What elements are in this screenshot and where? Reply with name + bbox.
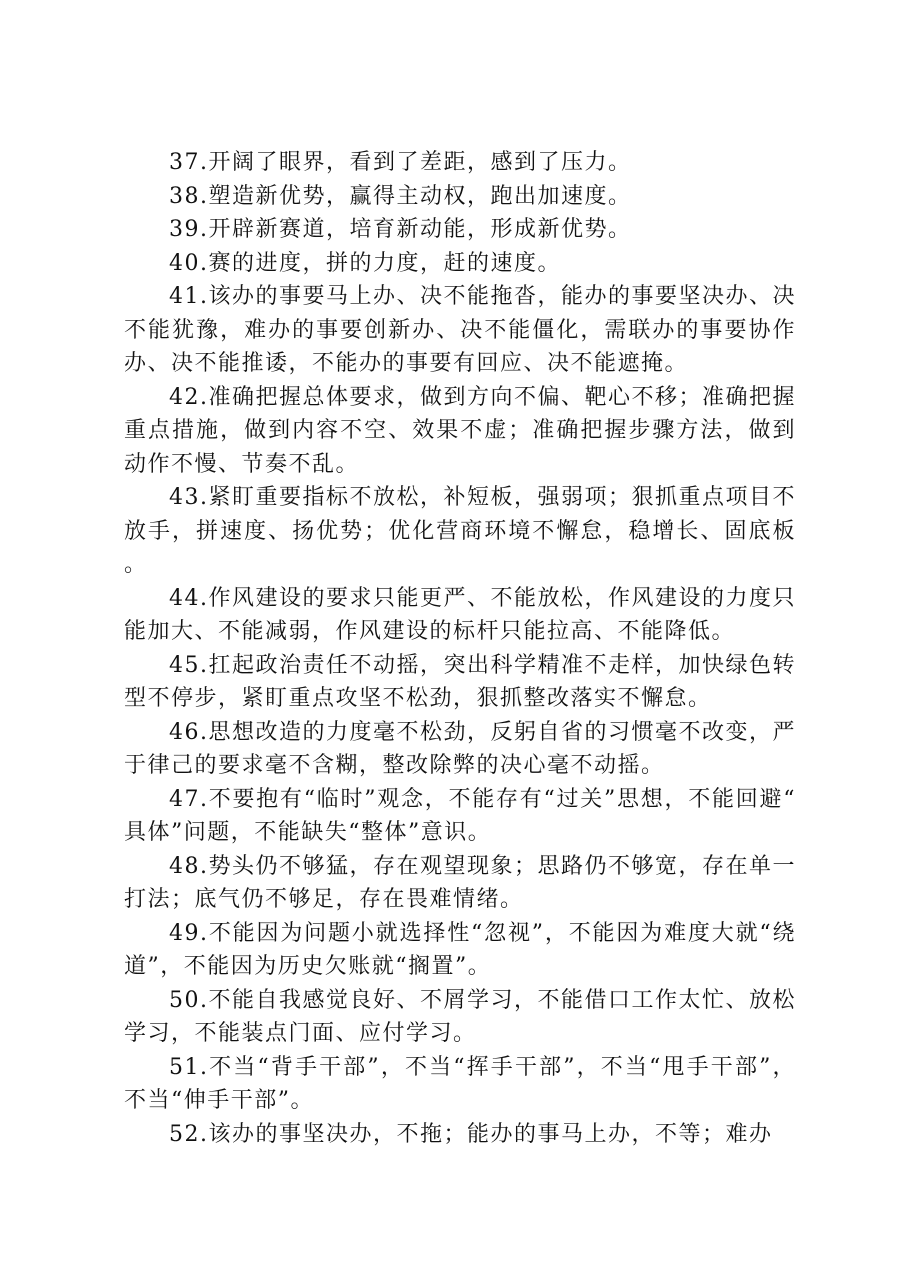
paragraph-50: 50.不能自我感觉良好、不屑学习，不能借口工作太忙、放松学习，不能装点门面、应付学习。: [124, 987, 796, 1046]
paragraph-48: 48.势头仍不够猛，存在观望现象；思路仍不够宽，存在单一打法；底气仍不够足，存在畏难情绪。: [124, 853, 796, 912]
paragraph-37: 37.开阔了眼界，看到了差距，感到了压力。: [169, 150, 632, 175]
paragraph-45: 45.扛起政治责任不动摇，突出科学精准不走样，加快绿色转型不停步，紧盯重点攻坚不松劲，狠抓整改落实不懈怠。: [124, 652, 796, 711]
paragraph-41: 41.该办的事要马上办、决不能拖沓，能办的事要坚决办、决不能犹豫，难办的事要创新办、决不能僵化，需联办的事要协作办、决不能推诿，不能办的事要有回应、决不能遮掩。: [124, 284, 796, 376]
paragraph-38: 38.塑造新优势，赢得主动权，跑出加速度。: [169, 183, 632, 209]
paragraph-40: 40.赛的进度，拼的力度，赶的速度。: [169, 250, 561, 276]
paragraph-49: 49.不能因为问题小就选择性“忽视”，不能因为难度大就“绕道”，不能因为历史欠账就“搁置”。: [124, 920, 796, 979]
paragraph-47: 47.不要抱有“临时”观念，不能存有“过关”思想，不能回避“具体”问题，不能缺失“整体”意识。: [124, 786, 796, 845]
paragraph-51: 51.不当“背手干部”，不当“挥手干部”，不当“甩手干部”，不当“伸手干部”。: [124, 1054, 796, 1113]
paragraph-46: 46.思想改造的力度毫不松劲，反躬自省的习惯毫不改变，严于律己的要求毫不含糊，整改除弊的决心毫不动摇。: [124, 719, 796, 778]
paragraph-43: 43.紧盯重要指标不放松，补短板，强弱项；狠抓重点项目不放手，拼速度、扬优势；优化营商环境不懈怠，稳增长、固底板。: [124, 485, 796, 577]
paragraph-42: 42.准确把握总体要求，做到方向不偏、靶心不移；准确把握重点措施，做到内容不空、效果不虚；准确把握步骤方法，做到动作不慢、节奏不乱。: [124, 384, 796, 477]
paragraph-39: 39.开辟新赛道，培育新动能，形成新优势。: [169, 217, 632, 242]
paragraph-44: 44.作风建设的要求只能更严、不能放松，作风建设的力度只能加大、不能减弱，作风建设的标杆只能拉高、不能降低。: [124, 585, 796, 644]
paragraph-52: 52.该办的事坚决办，不拖；能办的事马上办，不等；难办: [169, 1121, 773, 1147]
document-body: [124, 146, 796, 1151]
